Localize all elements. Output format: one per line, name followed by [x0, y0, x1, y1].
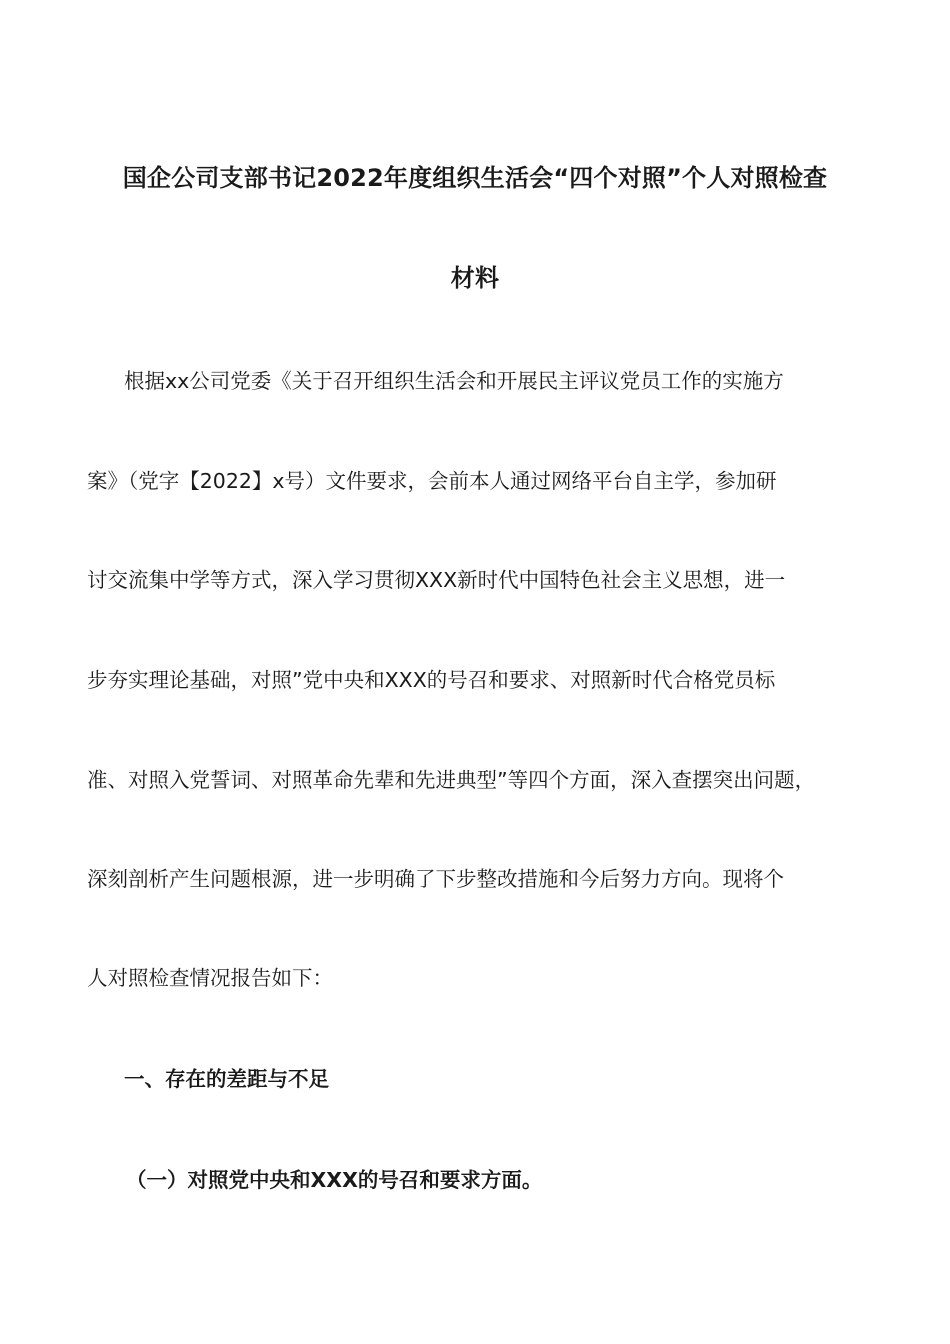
section-heading: 一、存在的差距与不足: [124, 1067, 329, 1091]
paragraph-line-6: 深刻剖析产生问题根源，进一步明确了下步整改措施和今后努力方向。现将个: [87, 867, 784, 891]
paragraph-line-2: 案》（党字【2022】x号）文件要求，会前本人通过网络平台自主学，参加研: [87, 469, 777, 493]
paragraph-line-5: 准、对照入党誓词、对照革命先辈和先进典型”等四个方面，深入查摆突出问题，: [87, 768, 816, 792]
document-title-line-1: 国企公司支部书记2022年度组织生活会“四个对照”个人对照检查: [122, 164, 828, 192]
paragraph-line-3: 讨交流集中学等方式，深入学习贯彻XXX新时代中国特色社会主义思想，进一: [87, 568, 786, 592]
paragraph-line-7: 人对照检查情况报告如下：: [87, 966, 333, 990]
paragraph-line-4: 步夯实理论基础，对照”党中央和XXX的号召和要求、对照新时代合格党员标: [87, 668, 776, 692]
paragraph-line-1: 根据xx公司党委《关于召开组织生活会和开展民主评议党员工作的实施方: [124, 369, 784, 393]
document-title-line-2: 材料: [450, 264, 500, 292]
subsection-heading: （一）对照党中央和XXX的号召和要求方面。: [126, 1168, 543, 1192]
